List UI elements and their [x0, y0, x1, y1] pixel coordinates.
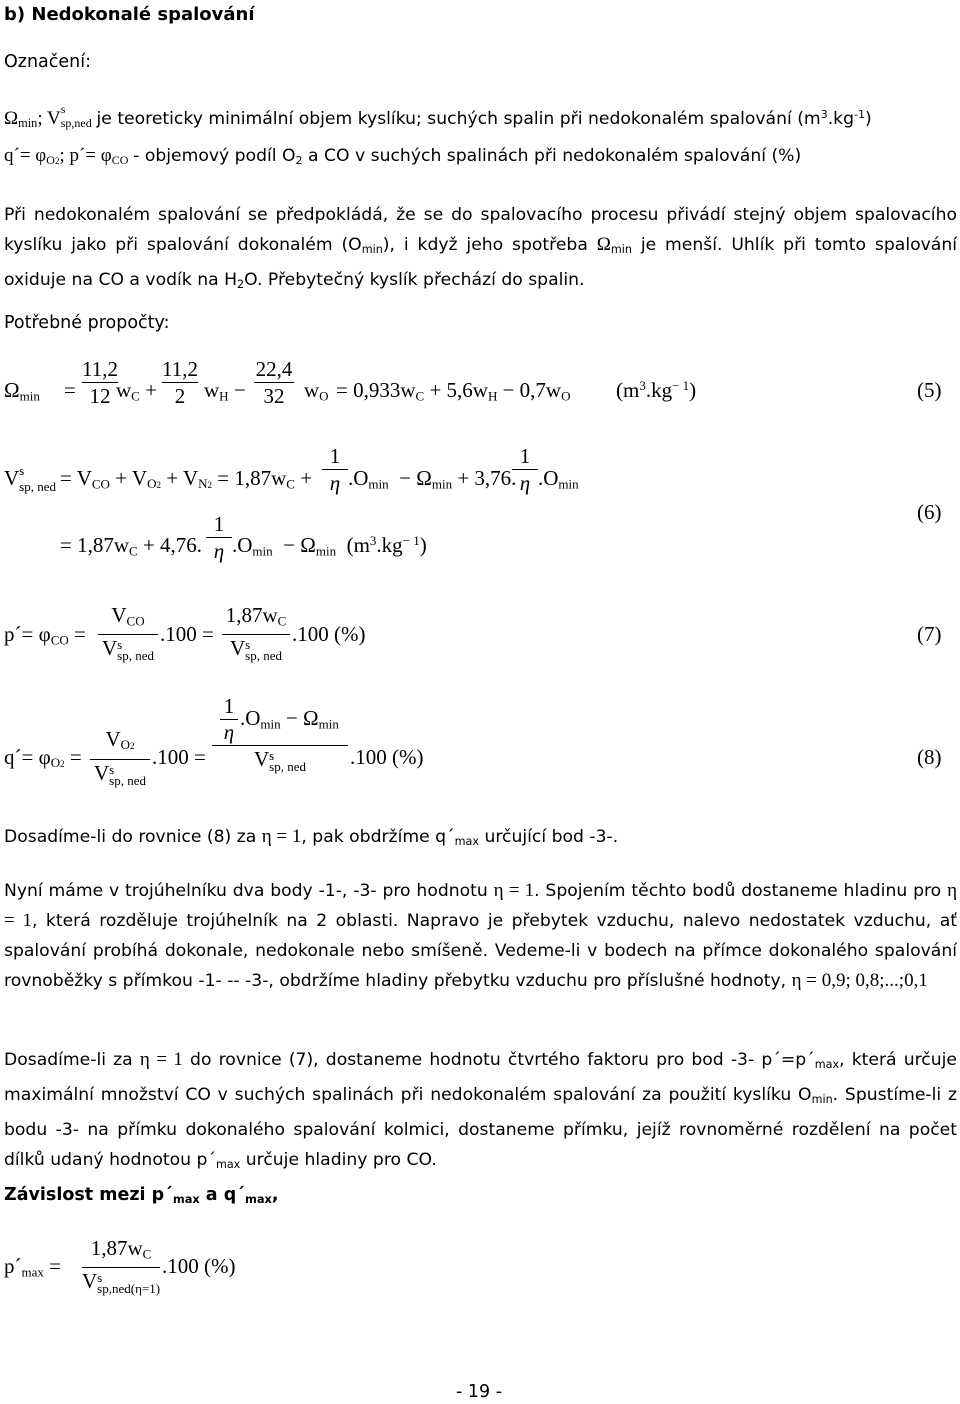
page-number: - 19 -	[456, 1382, 503, 1402]
definition-phi-line: q´= $\varphi_{O2}$; p´= $\varphi_{CO}$ - objemový podíl $O_2$ a CO v suchých spalinách při nedokonalém spalování (%)	[4, 145, 802, 167]
definition-omega-line: $\Omega_{min}$; V s $_{sp,ned}$ je teoreticky minimální objem kyslíku; suchých spalin při nedokonalém spalování $(m^3.kg^{-1})$	[4, 102, 872, 131]
paragraph-intro: Při nedokonalém spalování se předpokládá, že se do spalovacího procesu přivádí stejný objem spalovacího kyslíku jako při spalování dokonalém $(O_{min})$, i když jeho spotřeba $\Omega_{min}$ je menší. Uhlík při tomto spalování oxiduje na CO a vodík na $H_2O$. Přebytečný kyslík přechází do spalin.	[4, 205, 957, 291]
paragraph-dosadime-8: Dosadíme-li do rovnice (8) za η = 1, pak obdržíme $q´_{max}$ určující bod -3-.	[4, 826, 619, 848]
paragraph-dosadime-7: Dosadíme-li za η = 1 do rovnice (7), dostaneme hodnotu čtvrtého faktoru pro bod -3- $p´=p´_{max}$, která určuje maximální množství CO v suchých spalinách při nedokonalém spalování za použití kyslíku $O_{min}$. Spustíme-li z bodu -3- na přímku dokonalého spalování kolmici, dostaneme přímku, jejíž rovnoměrné rozdělení na počet dílků udaný hodnotou $p´_{max}$ určuje hladiny pro CO.	[4, 1049, 957, 1171]
oznaceni-label: Označení:	[4, 52, 92, 72]
paragraph-hladiny: Nyní máme v trojúhelníku dva body -1-, -3- pro hodnotu η = 1. Spojením těchto bodů dostaneme hladinu pro η = 1, která rozděluje trojúhelník na 2 oblasti. Napravo je přebytek vzduchu, nalevo nedostatek vzduchu, ať spalování probíhá dokonale, nedokonale nebo smíšeně. Vedeme-li v bodech na přímce dokonalého spalování rovnoběžky s přímkou -1- -- -3-, obdržíme hladiny přebytku vzduchu pro příslušné hodnoty, η = 0,9; 0,8;...;0,1	[4, 880, 957, 991]
section-heading: b) Nedokonalé spalování	[4, 4, 255, 25]
zavislost-heading: Závislost mezi $p´_{max}$ a $q´_{max}$,	[4, 1185, 279, 1206]
propocty-label: Potřebné propočty:	[4, 313, 170, 333]
